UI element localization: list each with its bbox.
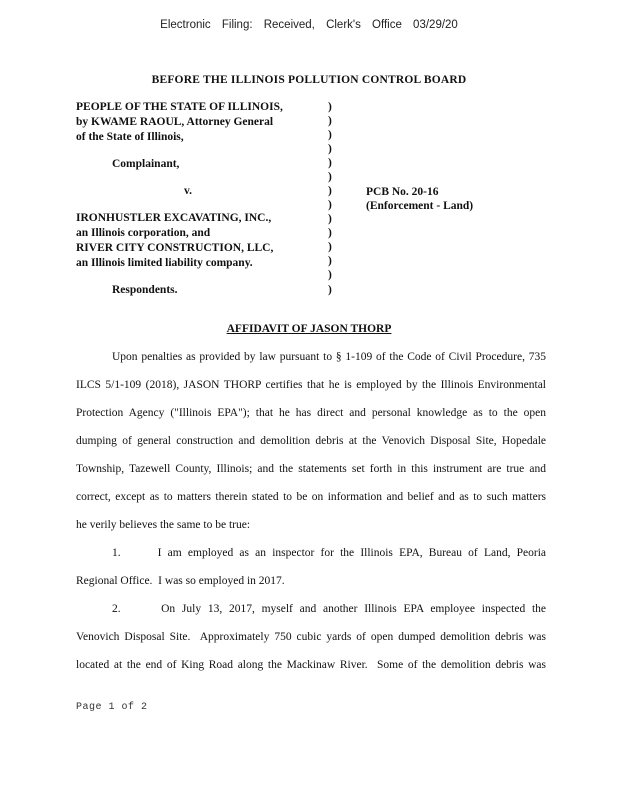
filing-stamp: Electronic Filing: Received, Clerk's Office 03/29/20 (160, 19, 458, 31)
case-type: (Enforcement - Land) (366, 200, 474, 212)
board-heading: BEFORE THE ILLINOIS POLLUTION CONTROL BOARD (151, 74, 467, 86)
respondent-2-name: RIVER CITY CONSTRUCTION, LLC, (76, 242, 274, 254)
intro-line: ILCS 5/1-109 (2018), JASON THORP certifies that he is employed by the Illinois Environmental (76, 379, 546, 391)
paragraph-2-line: 2. On July 13, 2017, myself and another Illinois EPA employee inspected the (112, 603, 546, 615)
caption-paren: ) (328, 157, 332, 169)
caption-paren: ) (328, 171, 332, 183)
caption-paren: ) (328, 185, 332, 197)
caption-paren: ) (328, 115, 332, 127)
respondents-label: Respondents. (112, 284, 178, 296)
intro-line: Upon penalties as provided by law pursuant to § 1-109 of the Code of Civil Procedure, 735 (112, 351, 546, 363)
case-number: PCB No. 20-16 (366, 186, 439, 198)
caption-paren: ) (328, 255, 332, 267)
versus-label: v. (184, 185, 192, 197)
paragraph-1-line: Regional Office. I was so employed in 2017. (76, 575, 285, 587)
intro-line: correct, except as to matters therein stated to be on information and belief and as to such matters (76, 491, 546, 503)
paragraph-1-line: 1. I am employed as an inspector for the Illinois EPA, Bureau of Land, Peoria (112, 547, 546, 559)
intro-line: he verily believes the same to be true: (76, 519, 251, 531)
caption-paren: ) (328, 143, 332, 155)
paragraph-2-line: Venovich Disposal Site. Approximately 750 cubic yards of open dumped demolition debris was (76, 631, 546, 643)
paragraph-2-line: located at the end of King Road along the Mackinaw River. Some of the demolition debris was (76, 659, 546, 671)
state-line: of the State of Illinois, (76, 131, 184, 143)
caption-paren: ) (328, 284, 332, 296)
respondent-2-description: an Illinois limited liability company. (76, 257, 253, 269)
caption-paren: ) (328, 269, 332, 281)
intro-line: Township, Tazewell County, Illinois; and the statements set forth in this instrument are true and (76, 463, 546, 475)
affidavit-title: AFFIDAVIT OF JASON THORP (226, 323, 392, 335)
caption-paren: ) (328, 213, 332, 225)
caption-paren: ) (328, 129, 332, 141)
caption-paren: ) (328, 199, 332, 211)
intro-line: dumping of general construction and demolition debris at the Venovich Disposal Site, Hopedale (76, 435, 546, 447)
intro-line: Protection Agency ("Illinois EPA"); that he has direct and personal knowledge as to the open (76, 407, 546, 419)
respondent-1-name: IRONHUSTLER EXCAVATING, INC., (76, 212, 272, 224)
plaintiff-name: PEOPLE OF THE STATE OF ILLINOIS, (76, 101, 283, 113)
caption-paren: ) (328, 101, 332, 113)
caption-paren: ) (328, 227, 332, 239)
page-number: Page 1 of 2 (76, 702, 148, 713)
respondent-1-description: an Illinois corporation, and (76, 227, 211, 239)
complainant-label: Complainant, (112, 158, 180, 170)
attorney-general: by KWAME RAOUL, Attorney General (76, 116, 274, 128)
caption-paren: ) (328, 241, 332, 253)
